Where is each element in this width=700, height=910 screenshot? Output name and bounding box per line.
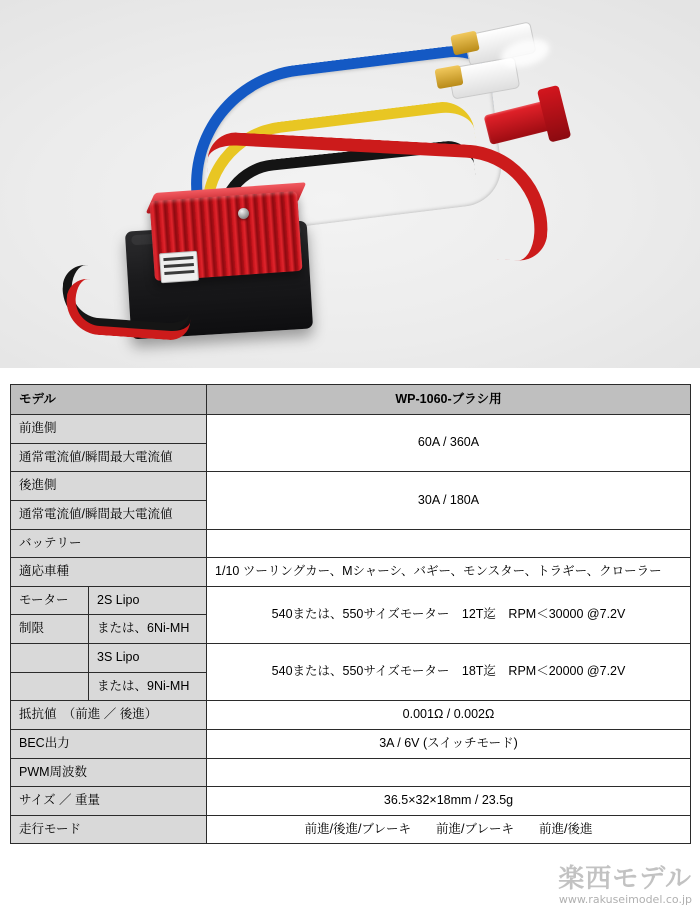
watermark-url: www.rakuseimodel.co.jp	[558, 893, 692, 906]
table-row	[11, 644, 691, 673]
spec-value-motor-3s: 540または、550サイズモーター 18T迄 RPM＜20000 @7.2V	[207, 644, 691, 701]
spec-value-forward-current: 60A / 360A	[207, 415, 691, 472]
table-row	[11, 385, 691, 415]
spec-value-bec: 3A / 6V (スイッチモード)	[207, 729, 691, 758]
spec-value-pwm	[207, 758, 691, 787]
spec-sub-9nimh: または、9Ni-MH	[89, 672, 207, 701]
table-row	[11, 586, 691, 615]
spec-label-size-weight: サイズ ／ 重量	[11, 787, 207, 816]
spec-label-battery: バッテリー	[11, 529, 207, 558]
spec-label-motor: モーター	[11, 586, 89, 615]
spec-label-motor-spacer-1	[11, 644, 89, 673]
heatsink-screw-icon	[238, 208, 249, 219]
spec-label-forward-current: 通常電流値/瞬間最大電流値	[11, 443, 207, 472]
spec-sub-2s-lipo: 2S Lipo	[89, 586, 207, 615]
spec-value-drive-mode: 前進/後進/ブレーキ 前進/ブレーキ 前進/後進	[207, 815, 691, 844]
table-row	[11, 558, 691, 587]
spec-value-size-weight: 36.5×32×18mm / 23.5g	[207, 787, 691, 816]
spec-label-motor-limit: 制限	[11, 615, 89, 644]
table-row	[11, 815, 691, 844]
spec-label-drive-mode: 走行モード	[11, 815, 207, 844]
spec-label-forward: 前進側	[11, 415, 207, 444]
spec-table	[10, 384, 691, 844]
spec-label-reverse: 後進側	[11, 472, 207, 501]
spec-label-bec: BEC出力	[11, 729, 207, 758]
table-row	[11, 758, 691, 787]
watermark-text: 楽西モデル	[558, 864, 692, 894]
table-row	[11, 729, 691, 758]
spec-value-model: WP-1060-ブラシ用	[207, 385, 691, 415]
label-bar-1	[163, 256, 193, 261]
spec-label-pwm: PWM周波数	[11, 758, 207, 787]
spec-value-resistance: 0.001Ω / 0.002Ω	[207, 701, 691, 730]
spec-label-reverse-current: 通常電流値/瞬間最大電流値	[11, 500, 207, 529]
spec-value-battery	[207, 529, 691, 558]
spec-value-vehicle-type: 1/10 ツーリングカー、Mシャーシ、バギー、モンスター、トラギー、クローラー	[207, 558, 691, 587]
spec-value-motor-2s: 540または、550サイズモーター 12T迄 RPM＜30000 @7.2V	[207, 586, 691, 643]
spec-label-resistance: 抵抗値 （前進 ／ 後進）	[11, 701, 207, 730]
spec-value-reverse-current: 30A / 180A	[207, 472, 691, 529]
table-row	[11, 472, 691, 501]
table-row	[11, 529, 691, 558]
table-row	[11, 787, 691, 816]
spec-label-vehicle-type: 適応車種	[11, 558, 207, 587]
spec-label-motor-spacer-2	[11, 672, 89, 701]
watermark	[558, 858, 692, 906]
table-row	[11, 415, 691, 444]
label-bar-2	[164, 263, 194, 268]
table-row	[11, 701, 691, 730]
spec-label-model: モデル	[11, 385, 207, 415]
spec-sub-3s-lipo: 3S Lipo	[89, 644, 207, 673]
spec-table-container	[10, 384, 690, 844]
product-photo-canvas	[0, 0, 700, 368]
spec-sub-6nimh: または、6Ni-MH	[89, 615, 207, 644]
product-photo	[0, 0, 700, 368]
